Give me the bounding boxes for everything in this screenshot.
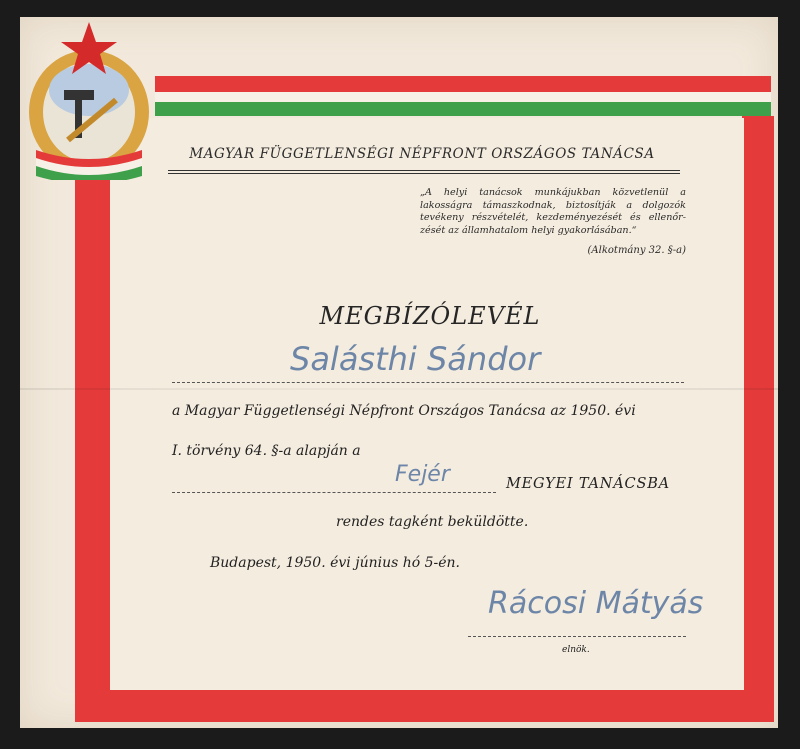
constitution-quote: „A helyi tanácsok munkájukban közvetlenül a lakosságra támaszkodnak, biztosítják a dolgozók tevékeny részvételét, kezdeményezését és ellenőr-zését az államhatalom helyi gyakorlásában.“ [420, 187, 686, 236]
top-green-band [155, 102, 771, 116]
county-line [172, 492, 496, 493]
bottom-red-band [75, 690, 774, 722]
name-line [172, 382, 684, 383]
paper-fold [20, 388, 780, 390]
top-white-band [155, 92, 771, 102]
handwritten-name: Salásthi Sándor [290, 340, 541, 378]
signature-line [468, 636, 686, 637]
signature-title: elnök. [562, 645, 590, 655]
left-red-band [75, 178, 110, 708]
date-line: Budapest, 1950. évi június hó 5-én. [210, 555, 461, 571]
council-name-heading: MAGYAR FÜGGETLENSÉGI NÉPFRONT ORSZÁGOS TANÁCSA [189, 146, 655, 162]
heading-rule [168, 170, 680, 174]
document-title: MEGBÍZÓLEVÉL [319, 302, 541, 330]
hungarian-coat-of-arms-emblem [18, 20, 160, 180]
handwritten-signature: Rácosi Mátyás [488, 586, 704, 621]
county-suffix: MEGYEI TANÁCSBA [506, 476, 670, 492]
body-line-2: I. törvény 64. §-a alapján a [172, 443, 361, 459]
handwritten-county: Fejér [395, 462, 450, 487]
right-red-band [742, 116, 774, 708]
quote-source: (Alkotmány 32. §-a) [587, 245, 686, 256]
body-line-3: rendes tagként beküldötte. [336, 514, 529, 530]
top-red-band [155, 76, 771, 92]
body-line-1: a Magyar Függetlenségi Népfront Országos Tanácsa az 1950. évi [172, 403, 636, 419]
